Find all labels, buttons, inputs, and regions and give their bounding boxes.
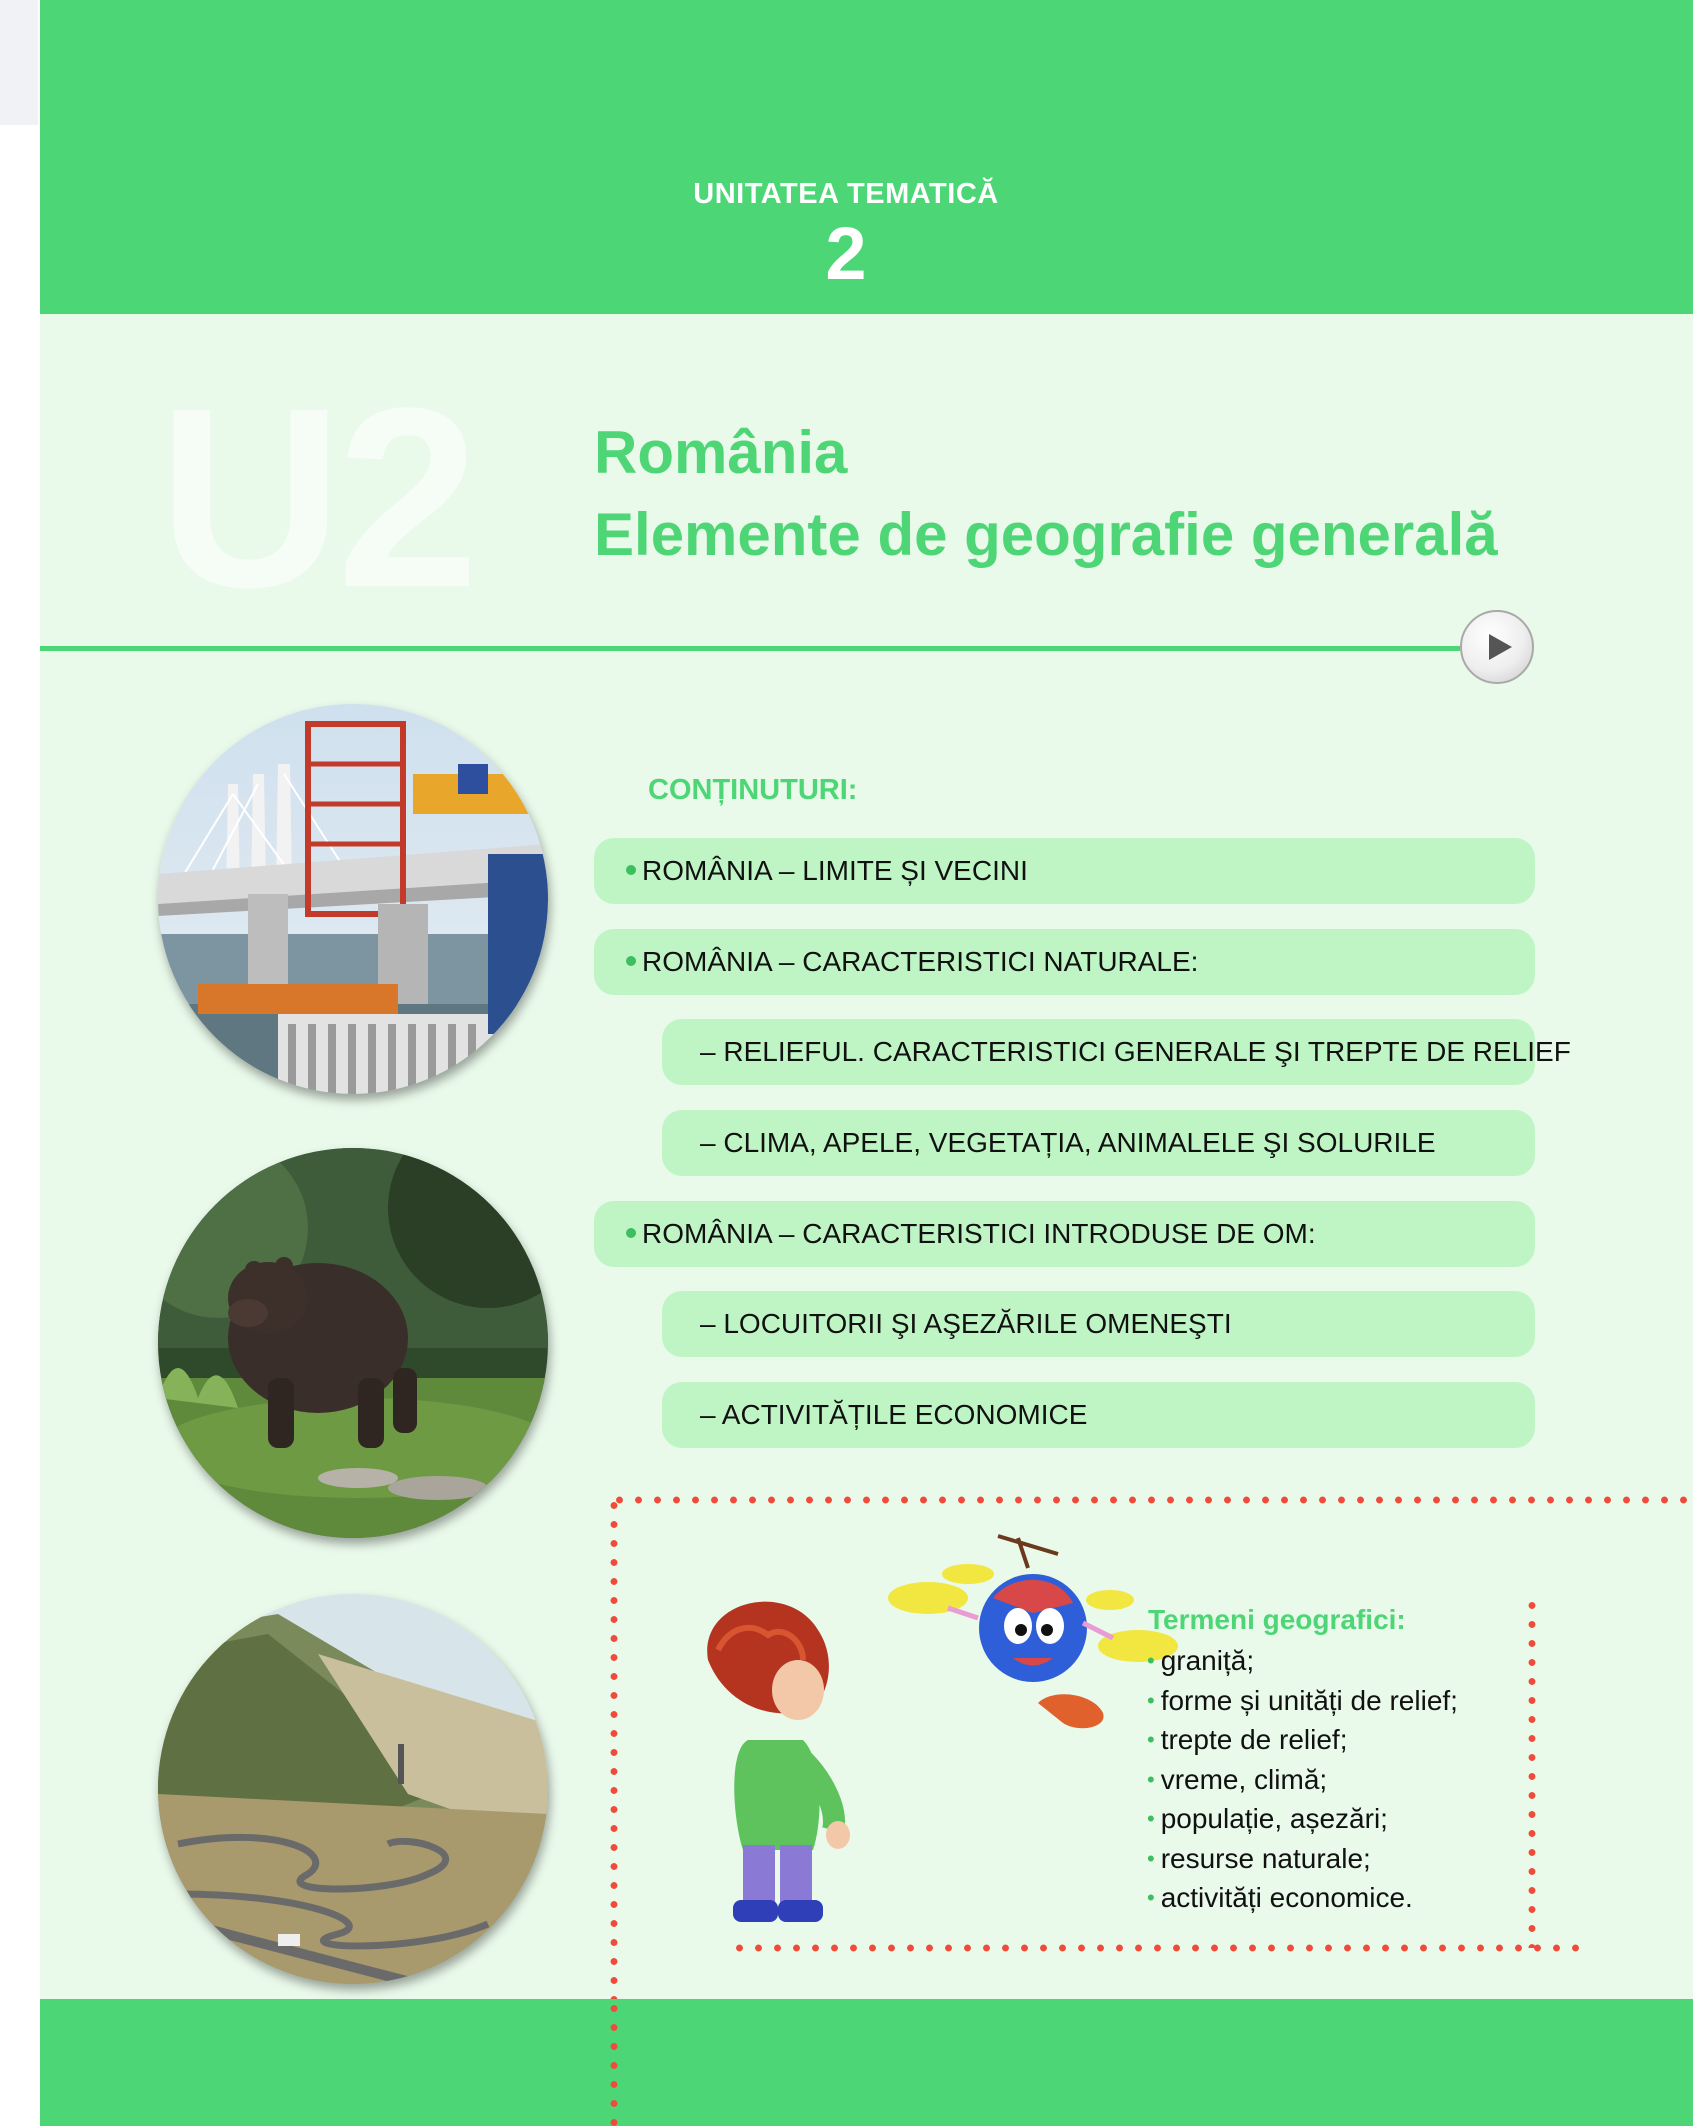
play-icon (1462, 612, 1532, 682)
bullet-icon: • (1147, 1806, 1155, 1831)
bridge-construction-photo (158, 704, 548, 1094)
bullet-icon: • (1147, 1845, 1155, 1871)
contents-heading: CONȚINUTURI: (648, 774, 858, 806)
left-margin (0, 0, 40, 2126)
unit-watermark: U2 (158, 355, 474, 641)
robot-cartoon (878, 1528, 1178, 1738)
dotted-border-bottom (730, 1944, 1580, 1952)
list-item: • trepte de relief; (1147, 1724, 1348, 1755)
unit-number: 2 (825, 212, 867, 295)
bullet-icon: • (1147, 1727, 1155, 1752)
terms-title: Termeni geografici: (1148, 1604, 1406, 1635)
bullet-icon: • (1147, 1687, 1155, 1713)
terms-list (1147, 1642, 1458, 1919)
contents-item: ROMÂNIA – CARACTERISTICI INTRODUSE DE OM: (594, 1201, 1535, 1267)
bullet-icon: • (1147, 1648, 1155, 1673)
contents-subitem: – CLIMA, APELE, VEGETAȚIA, ANIMALELE ŞI SOLURILE (662, 1110, 1535, 1176)
list-item: • forme și unități de relief; (1147, 1684, 1458, 1716)
brown-bear-photo (158, 1148, 548, 1538)
contents-subitem: – RELIEFUL. CARACTERISTICI GENERALE ŞI TREPTE DE RELIEF (662, 1019, 1535, 1085)
margin-tab (0, 0, 38, 125)
list-item: • activități economice. (1147, 1882, 1413, 1913)
divider-line (40, 646, 1460, 651)
bullet-icon (626, 956, 636, 966)
contents-item: ROMÂNIA – CARACTERISTICI NATURALE: (594, 929, 1535, 995)
dotted-border-left-overlay (610, 1999, 618, 2126)
bullet-icon: • (1147, 1766, 1155, 1792)
mountain-road-photo (158, 1594, 548, 1984)
bullet-icon (626, 865, 636, 875)
list-item: • resurse naturale; (1147, 1842, 1371, 1874)
play-button[interactable] (1460, 610, 1534, 684)
bullet-icon (626, 1228, 636, 1238)
dotted-border-right (1528, 1596, 1536, 1948)
bullet-icon: • (1147, 1885, 1155, 1910)
list-item: • graniță; (1147, 1645, 1255, 1676)
list-item: • populație, așezări; (1147, 1803, 1388, 1834)
contents-subitem: – LOCUITORII ŞI AŞEZĂRILE OMENEŞTI (662, 1291, 1535, 1357)
page-title: România (594, 419, 848, 486)
contents-item: ROMÂNIA – LIMITE ȘI VECINI (594, 838, 1535, 904)
page (40, 0, 1693, 2126)
list-item: • vreme, climă; (1147, 1763, 1328, 1795)
page-subtitle: Elemente de geografie generală (594, 501, 1498, 568)
dotted-border-top (610, 1496, 1693, 1504)
unit-label: UNITATEA TEMATICĂ (693, 178, 999, 210)
boy-cartoon (688, 1590, 868, 1930)
contents-subitem: – ACTIVITĂȚILE ECONOMICE (662, 1382, 1535, 1448)
header-band (40, 0, 1693, 314)
footer-band (40, 1999, 1693, 2126)
